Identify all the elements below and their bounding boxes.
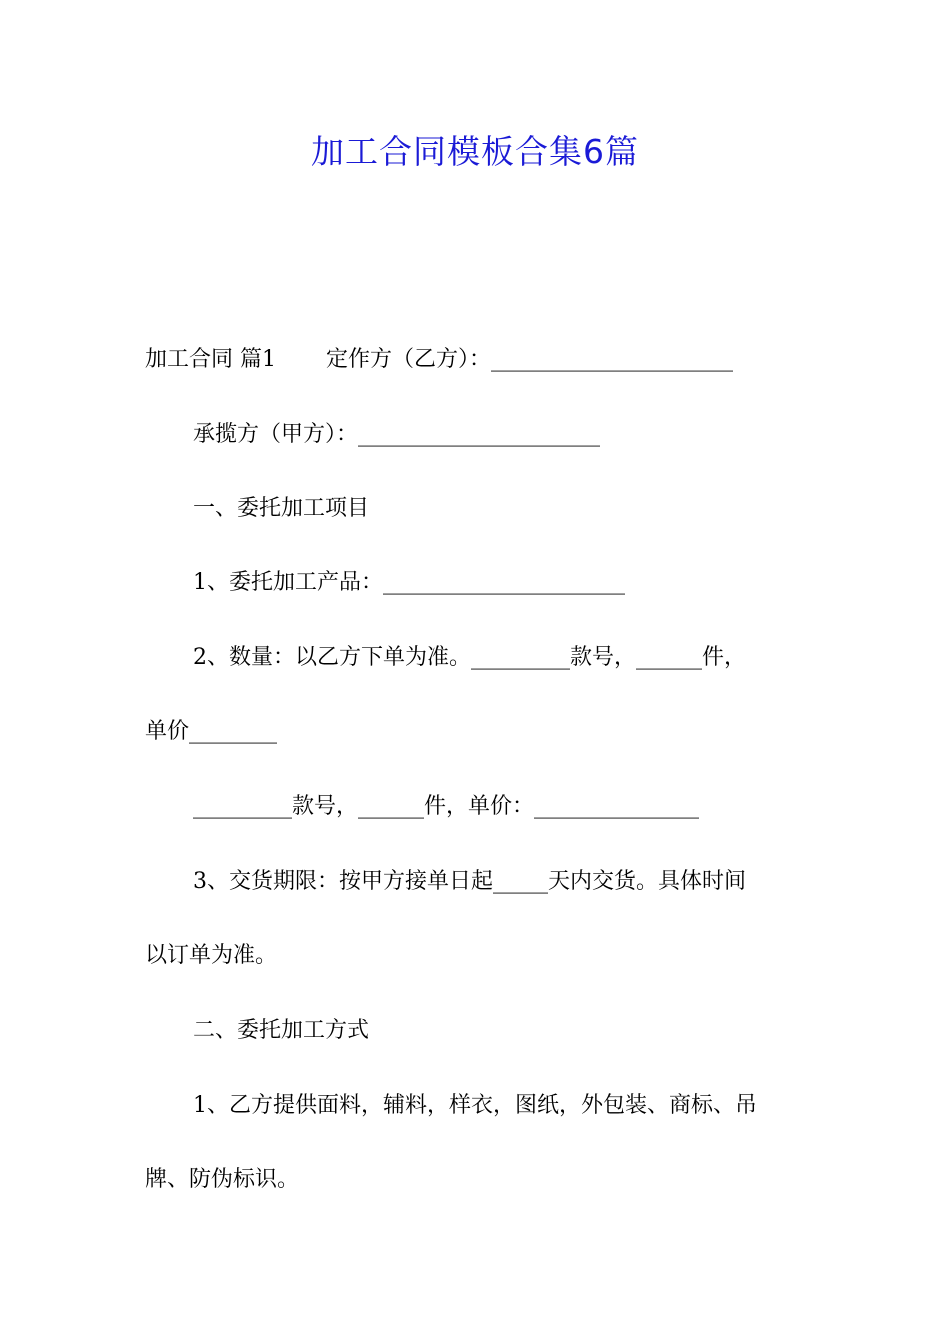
paragraph-line-12: 牌、防伪标识。 — [145, 1167, 300, 1192]
paragraph-line-6: 单价________ — [145, 719, 278, 744]
paragraph-line-8: 3、交货期限：按甲方接单日起_____天内交货。具体时间 — [193, 869, 746, 894]
section-heading-2: 二、委托加工方式 — [193, 1018, 370, 1043]
paragraph-line-4: 1、委托加工产品：______________________ — [193, 570, 625, 595]
paragraph-text: 定作方（乙方）：______________________ — [326, 347, 734, 372]
paragraph-line-9: 以订单为准。 — [145, 943, 278, 968]
paragraph-line-5: 2、数量：以乙方下单为准。_________款号，______件， — [193, 645, 746, 670]
paragraph-line-1 — [145, 344, 825, 376]
paragraph-line-11: 1、乙方提供面料，辅料，样衣，图纸，外包装、商标、吊 — [193, 1093, 757, 1118]
paragraph-line-7: _________款号，______件，单价：_______________ — [193, 794, 700, 819]
section-label: 加工合同 篇1 — [145, 347, 276, 372]
section-heading-1: 一、委托加工项目 — [193, 496, 370, 521]
paragraph-line-2: 承揽方（甲方）：______________________ — [193, 422, 601, 447]
document-title: 加工合同模板合集6篇 — [311, 132, 639, 171]
